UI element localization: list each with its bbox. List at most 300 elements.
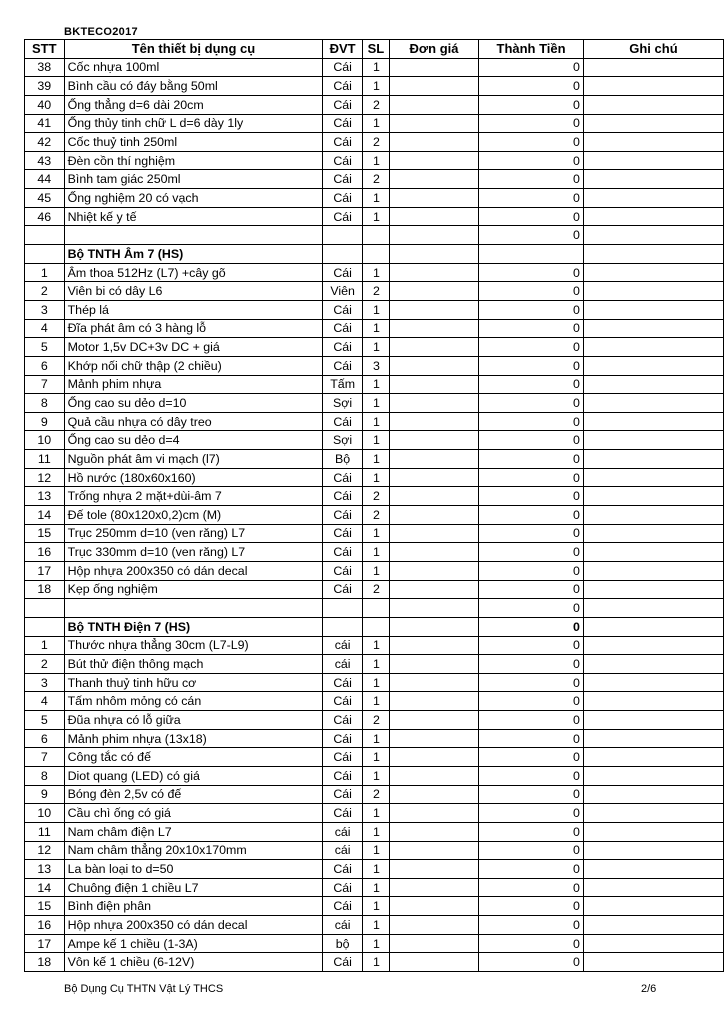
cell-unit: Cái [323,300,363,319]
cell-name: Chuông điện 1 chiều L7 [64,878,323,897]
cell-qty: 1 [362,692,389,711]
cell-name: Viên bi có dây L6 [64,282,323,301]
cell-unit: Cái [323,263,363,282]
cell-total: 0 [479,729,584,748]
cell-price [389,207,478,226]
table-header-row [25,40,724,59]
cell-total: 0 [479,934,584,953]
cell-stt: 5 [25,711,65,730]
cell-total: 0 [479,953,584,972]
cell-price [389,245,478,264]
cell-note [583,636,723,655]
cell-total: 0 [479,319,584,338]
cell-name: Bình tam giác 250ml [64,170,323,189]
cell-name: Đũa nhựa có lỗ giữa [64,711,323,730]
cell-qty: 1 [362,636,389,655]
cell-stt: 2 [25,282,65,301]
column-header-qty: SL [362,40,389,59]
table-row [25,655,724,674]
cell-total: 0 [479,617,584,636]
cell-name: Thanh thuỷ tinh hữu cơ [64,673,323,692]
cell-name: Hộp nhựa 200x350 có dán decal [64,561,323,580]
cell-total [479,245,584,264]
cell-qty: 1 [362,748,389,767]
cell-stt: 15 [25,524,65,543]
table-row [25,207,724,226]
cell-stt: 8 [25,766,65,785]
cell-qty: 2 [362,506,389,525]
cell-qty: 1 [362,524,389,543]
cell-qty: 1 [362,77,389,96]
cell-price [389,766,478,785]
cell-price [389,468,478,487]
cell-qty: 1 [362,841,389,860]
cell-total: 0 [479,543,584,562]
cell-qty: 1 [362,375,389,394]
cell-note [583,804,723,823]
cell-qty: 1 [362,897,389,916]
cell-unit: Cái [323,356,363,375]
cell-name: Ống thủy tinh chữ L d=6 dày 1ly [64,114,323,133]
cell-price [389,561,478,580]
table-row [25,543,724,562]
cell-price [389,916,478,935]
cell-unit: Cái [323,338,363,357]
cell-stt: 16 [25,916,65,935]
cell-stt: 2 [25,655,65,674]
cell-name: Trục 330mm d=10 (ven răng) L7 [64,543,323,562]
cell-qty: 1 [362,412,389,431]
cell-price [389,506,478,525]
cell-qty: 1 [362,114,389,133]
cell-unit: Cái [323,878,363,897]
cell-qty: 1 [362,468,389,487]
cell-note [583,487,723,506]
cell-note [583,245,723,264]
cell-note [583,506,723,525]
cell-stt: 42 [25,133,65,152]
cell-stt: 17 [25,934,65,953]
table-row [25,394,724,413]
cell-qty: 2 [362,785,389,804]
table-row [25,953,724,972]
cell-total: 0 [479,95,584,114]
cell-name: Trục 250mm d=10 (ven răng) L7 [64,524,323,543]
cell-stt: 18 [25,580,65,599]
cell-qty: 1 [362,860,389,879]
cell-name: Diot quang (LED) có giá [64,766,323,785]
cell-unit [323,245,363,264]
cell-unit: Cái [323,766,363,785]
cell-total: 0 [479,766,584,785]
table-row [25,748,724,767]
cell-unit: Cái [323,207,363,226]
cell-unit [323,617,363,636]
cell-qty [362,245,389,264]
cell-note [583,878,723,897]
cell-name: Kẹp ống nghiệm [64,580,323,599]
table-row [25,450,724,469]
cell-name: Đĩa phát âm có 3 hàng lỗ [64,319,323,338]
cell-note [583,319,723,338]
column-header-note: Ghi chú [583,40,723,59]
cell-total: 0 [479,655,584,674]
cell-unit: Tấm [323,375,363,394]
table-row [25,375,724,394]
cell-name: Nam châm điện L7 [64,822,323,841]
cell-unit: Cái [323,95,363,114]
cell-total: 0 [479,300,584,319]
cell-stt: 6 [25,729,65,748]
table-row [25,487,724,506]
cell-note [583,841,723,860]
cell-stt [25,599,65,618]
cell-qty: 1 [362,934,389,953]
cell-qty: 1 [362,561,389,580]
cell-unit: Cái [323,673,363,692]
cell-total: 0 [479,207,584,226]
table-row [25,412,724,431]
cell-unit: Cái [323,580,363,599]
cell-note [583,207,723,226]
table-row [25,916,724,935]
cell-unit: Viên [323,282,363,301]
cell-total: 0 [479,822,584,841]
cell-price [389,599,478,618]
cell-unit: Cái [323,729,363,748]
cell-stt: 46 [25,207,65,226]
table-row [25,729,724,748]
cell-price [389,953,478,972]
cell-unit [323,226,363,245]
cell-name: Trống nhựa 2 mặt+dùi-âm 7 [64,487,323,506]
cell-price [389,748,478,767]
cell-price [389,170,478,189]
cell-unit: cái [323,916,363,935]
cell-price [389,580,478,599]
cell-qty: 3 [362,356,389,375]
cell-note [583,151,723,170]
cell-price [389,673,478,692]
cell-qty: 1 [362,300,389,319]
cell-unit: Cái [323,860,363,879]
cell-note [583,356,723,375]
cell-stt: 16 [25,543,65,562]
cell-name: Đèn cồn thí nghiệm [64,151,323,170]
cell-name: Mảnh phim nhựa [64,375,323,394]
cell-note [583,133,723,152]
cell-stt: 41 [25,114,65,133]
cell-total: 0 [479,860,584,879]
cell-stt: 15 [25,897,65,916]
cell-name: Ampe kế 1 chiều (1-3A) [64,934,323,953]
section-header-row [25,617,724,636]
cell-stt: 7 [25,748,65,767]
cell-qty [362,617,389,636]
cell-unit: Cái [323,561,363,580]
cell-stt: 13 [25,860,65,879]
cell-price [389,300,478,319]
cell-total: 0 [479,226,584,245]
cell-total: 0 [479,375,584,394]
cell-name: Thép lá [64,300,323,319]
cell-note [583,263,723,282]
cell-stt: 3 [25,300,65,319]
cell-total: 0 [479,151,584,170]
cell-price [389,617,478,636]
cell-unit: Cái [323,487,363,506]
cell-qty: 1 [362,878,389,897]
cell-price [389,897,478,916]
cell-total: 0 [479,189,584,208]
cell-total: 0 [479,916,584,935]
cell-stt: 10 [25,804,65,823]
cell-total: 0 [479,841,584,860]
column-header-name: Tên thiết bị dụng cụ [64,40,323,59]
cell-total: 0 [479,77,584,96]
cell-total: 0 [479,506,584,525]
cell-note [583,822,723,841]
cell-stt: 45 [25,189,65,208]
cell-note [583,468,723,487]
cell-total: 0 [479,487,584,506]
cell-price [389,711,478,730]
cell-name: Quả cầu nhựa có dây treo [64,412,323,431]
cell-price [389,450,478,469]
cell-unit: Cái [323,506,363,525]
cell-price [389,394,478,413]
cell-price [389,692,478,711]
cell-qty: 1 [362,319,389,338]
cell-unit [323,599,363,618]
cell-price [389,785,478,804]
cell-unit: Cái [323,319,363,338]
cell-qty: 1 [362,431,389,450]
cell-total: 0 [479,114,584,133]
cell-qty: 1 [362,953,389,972]
cell-price [389,878,478,897]
cell-stt: 8 [25,394,65,413]
cell-stt: 17 [25,561,65,580]
table-row [25,95,724,114]
cell-qty: 2 [362,133,389,152]
table-row [25,468,724,487]
cell-qty: 1 [362,394,389,413]
cell-total: 0 [479,170,584,189]
cell-qty: 2 [362,95,389,114]
table-row [25,673,724,692]
cell-price [389,524,478,543]
cell-name: Ống thẳng d=6 dài 20cm [64,95,323,114]
cell-total: 0 [479,897,584,916]
cell-qty: 1 [362,729,389,748]
cell-note [583,711,723,730]
cell-stt: 13 [25,487,65,506]
cell-qty: 2 [362,580,389,599]
cell-name: Ống cao su dẻo d=4 [64,431,323,450]
cell-stt: 3 [25,673,65,692]
cell-name: Mảnh phim nhựa (13x18) [64,729,323,748]
cell-unit: Cái [323,543,363,562]
table-row [25,860,724,879]
table-row [25,934,724,953]
cell-name: Bộ TNTH Âm 7 (HS) [64,245,323,264]
cell-price [389,77,478,96]
table-row [25,170,724,189]
cell-total: 0 [479,636,584,655]
cell-stt: 1 [25,636,65,655]
cell-unit: Sợi [323,431,363,450]
subtotal-row [25,226,724,245]
cell-unit: Cái [323,711,363,730]
cell-name: Bình cầu có đáy bằng 50ml [64,77,323,96]
cell-name: Bút thử điện thông mạch [64,655,323,674]
cell-note [583,617,723,636]
cell-note [583,561,723,580]
table-row [25,58,724,77]
cell-note [583,692,723,711]
cell-total: 0 [479,356,584,375]
table-row [25,300,724,319]
cell-name: Ống nghiệm 20 có vạch [64,189,323,208]
table-row [25,338,724,357]
cell-price [389,934,478,953]
cell-stt [25,226,65,245]
cell-qty: 2 [362,282,389,301]
footer-title: Bộ Dụng Cụ THTN Vật Lý THCS [64,983,224,995]
table-row [25,580,724,599]
cell-stt: 4 [25,692,65,711]
cell-name: Bộ TNTH Điện 7 (HS) [64,617,323,636]
cell-note [583,953,723,972]
cell-price [389,841,478,860]
cell-qty: 1 [362,804,389,823]
cell-note [583,599,723,618]
cell-total: 0 [479,431,584,450]
cell-price [389,729,478,748]
cell-name: Nam châm thẳng 20x10x170mm [64,841,323,860]
cell-unit: Sợi [323,394,363,413]
cell-qty [362,599,389,618]
cell-note [583,916,723,935]
cell-note [583,338,723,357]
cell-price [389,263,478,282]
cell-price [389,655,478,674]
cell-unit: Cái [323,748,363,767]
cell-unit: Cái [323,114,363,133]
cell-name: Nhiệt kế y tế [64,207,323,226]
cell-note [583,300,723,319]
cell-note [583,897,723,916]
cell-total: 0 [479,748,584,767]
cell-stt: 9 [25,412,65,431]
cell-note [583,673,723,692]
cell-note [583,95,723,114]
cell-total: 0 [479,133,584,152]
table-row [25,319,724,338]
cell-note [583,394,723,413]
cell-unit: Cái [323,58,363,77]
cell-total: 0 [479,785,584,804]
cell-total: 0 [479,878,584,897]
table-row [25,804,724,823]
cell-qty: 1 [362,189,389,208]
table-row [25,506,724,525]
table-row [25,77,724,96]
cell-unit: Bộ [323,450,363,469]
column-header-unit: ĐVT [323,40,363,59]
cell-stt: 38 [25,58,65,77]
cell-qty: 1 [362,822,389,841]
cell-stt: 11 [25,450,65,469]
cell-price [389,356,478,375]
section-header-row [25,245,724,264]
cell-note [583,282,723,301]
cell-unit: cái [323,822,363,841]
cell-price [389,804,478,823]
cell-total: 0 [479,412,584,431]
table-row [25,636,724,655]
table-row [25,431,724,450]
table-row [25,189,724,208]
cell-unit: Cái [323,804,363,823]
table-row [25,263,724,282]
cell-qty [362,226,389,245]
cell-unit: Cái [323,468,363,487]
cell-stt: 5 [25,338,65,357]
cell-note [583,524,723,543]
cell-name: Cốc nhựa 100ml [64,58,323,77]
cell-qty: 1 [362,916,389,935]
cell-name: Hồ nước (180x60x160) [64,468,323,487]
table-row [25,561,724,580]
cell-note [583,580,723,599]
cell-qty: 1 [362,543,389,562]
cell-name: Nguồn phát âm vi mạch (l7) [64,450,323,469]
cell-qty: 1 [362,655,389,674]
table-row [25,114,724,133]
cell-qty: 1 [362,673,389,692]
table-row [25,785,724,804]
cell-stt: 10 [25,431,65,450]
cell-stt: 18 [25,953,65,972]
cell-note [583,226,723,245]
cell-price [389,133,478,152]
cell-name: Thước nhựa thẳng 30cm (L7-L9) [64,636,323,655]
column-header-total: Thành Tiền [479,40,584,59]
cell-total: 0 [479,804,584,823]
cell-name: Vôn kế 1 chiều (6-12V) [64,953,323,972]
cell-total: 0 [479,711,584,730]
cell-unit: bộ [323,934,363,953]
cell-stt: 12 [25,841,65,860]
cell-price [389,487,478,506]
cell-price [389,282,478,301]
cell-note [583,375,723,394]
cell-stt: 14 [25,506,65,525]
cell-name: Khớp nối chữ thập (2 chiều) [64,356,323,375]
cell-note [583,412,723,431]
cell-name: Đế tole (80x120x0,2)cm (M) [64,506,323,525]
cell-qty: 1 [362,58,389,77]
cell-total: 0 [479,468,584,487]
cell-price [389,114,478,133]
cell-stt: 43 [25,151,65,170]
cell-note [583,543,723,562]
cell-total: 0 [479,58,584,77]
cell-stt: 44 [25,170,65,189]
cell-total: 0 [479,580,584,599]
